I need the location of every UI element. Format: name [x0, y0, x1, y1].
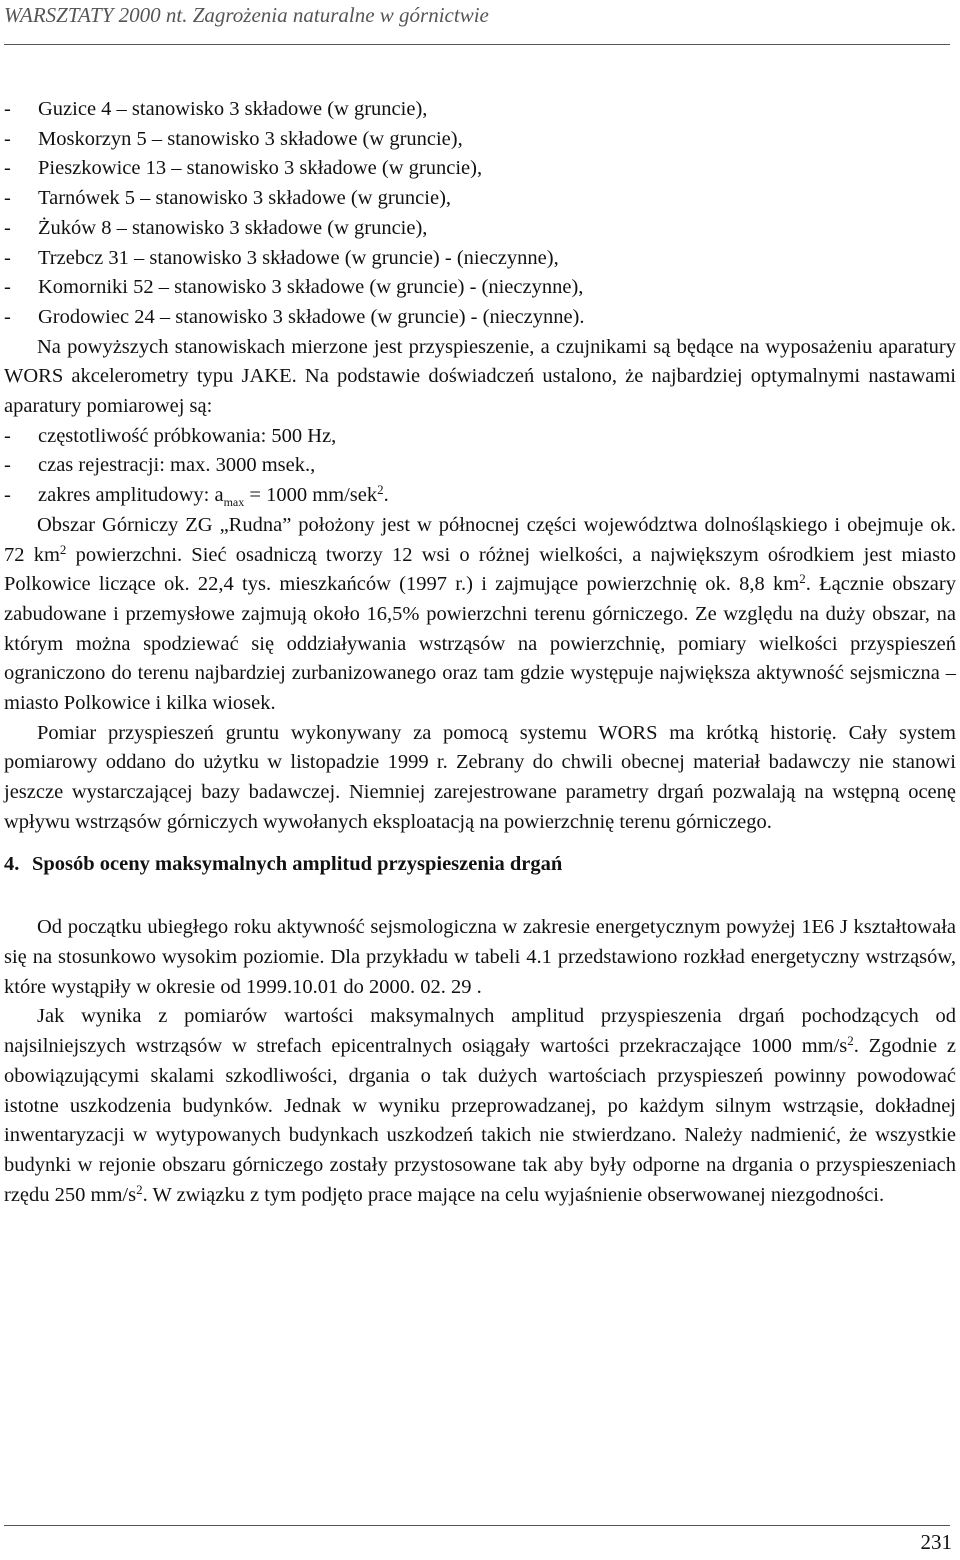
paragraph-sensors: Na powyższych stanowiskach mierzone jest przyspieszenie, a czujnikami są będące na wyposażeniu aparatury WORS akcelerometry typu JAKE. Na podstawie doświadczeń ustalono, że najbardziej optymalnymi nastawami aparatury pomiarowej są: — [4, 335, 956, 418]
list-item: - czas rejestracji: max. 3000 msek., — [4, 454, 316, 477]
list-item: - Guzice 4 – stanowisko 3 składowe (w gruncie), — [4, 98, 428, 120]
header-rule — [4, 44, 950, 45]
list-item: - Pieszkowice 13 – stanowisko 3 składowe (w gruncie), — [4, 157, 483, 180]
running-header: WARSZTATY 2000 nt. Zagrożenia naturalne w górnictwie — [4, 3, 489, 27]
list-item: - Moskorzyn 5 – stanowisko 3 składowe (w gruncie), — [4, 127, 463, 150]
list-item: - Komorniki 52 – stanowisko 3 składowe (w gruncie) - (nieczynne), — [4, 276, 584, 299]
list-item: - Tarnówek 5 – stanowisko 3 składowe (w gruncie), — [4, 187, 452, 210]
paragraph-seismic-activity: Od początku ubiegłego roku aktywność sejsmologiczna w zakresie energetycznym powyżej 1E6 J kształtowała się na stosunkowo wysokim poziomie. Dla przykładu w tabeli 4.1 przedstawiono rozkład energetyczny wstrząsów, które wystąpiły w okresie od 1999.10.01 do 2000. 02. 29 . — [4, 916, 956, 998]
paragraph-acceleration: Jak wynika z pomiarów wartości maksymalnych amplitud przyspieszenia drgań pochodzących od najsilniejszych wstrząsów w strefach epicentralnych osiągały wartości przekraczające 1000 $mm/s^2$. Zgodnie z obowiązującymi skalami szkodliwości, drgania o tak dużych wartościach przyspieszeń powinny powodować istotne uszkodzenia budynków. Jednak w wyniku przeprowadzanej, po każdym silnym wstrząsie, dokładnej inwentaryzacji w wytypowanych budynkach uszkodzeń takich nie stwierdzano. Należy nadmienić, że wszystkie budynki w rejonie obszaru górniczego zostały przystosowane tak aby były odporne na drgania o przyspieszeniach rzędu 250 $mm/s^2$. W związku z tym podjęto prace mające na celu wyjaśnienie obserwowanej niezgodności. — [4, 1005, 956, 1206]
list-item: - zakres amplitudowy: $a_{max} = 1000$ mm/sek$^2$. — [4, 482, 389, 510]
settings-list — [4, 422, 956, 511]
page-body — [4, 95, 956, 1210]
spacer — [4, 879, 956, 913]
list-item: - Grodowiec 24 – stanowisko 3 składowe (w gruncie) - (nieczynne). — [4, 305, 585, 328]
page-number: 231 — [920, 1530, 952, 1554]
station-list — [4, 95, 956, 333]
list-item: - Trzebcz 31 – stanowisko 3 składowe (w gruncie) - (nieczynne), — [4, 246, 559, 269]
section-heading: 4. Sposób oceny maksymalnych amplitud przyspieszenia drgań — [4, 852, 563, 875]
list-item: - Żuków 8 – stanowisko 3 składowe (w gruncie), — [4, 216, 428, 239]
footer-rule — [4, 1525, 950, 1526]
list-item: - częstotliwość próbkowania: 500 Hz, — [4, 424, 337, 447]
paragraph-wors-history: Pomiar przyspieszeń gruntu wykonywany za pomocą systemu WORS ma krótką historię. Cały system pomiarowy oddano do użytku w listopadzie 1999 r. Zebrany do chwili obecnej materiał badawczy nie stanowi jeszcze wystarczającej bazy badawczej. Niemniej zarejestrowane parametry drgań pozwalają na wstępną ocenę wpływu wstrząsów górniczych wywołanych eksploatacją na powierzchnię terenu górniczego. — [4, 721, 956, 833]
paragraph-mining-area: Obszar Górniczy ZG „Rudna” położony jest w północnej części województwa dolnośląskiego i obejmuje ok. 72 $km^2$ powierzchni. Sieć osadniczą tworzy 12 wsi o różnej wielkości, a największym ośrodkiem jest miasto Polkowice liczące ok. 22,4 tys. mieszkańców (1997 r.) i zajmujące powierzchnię ok. 8,8 $km^2$. Łącznie obszary zabudowane i przemysłowe zajmują około 16,5% powierzchni terenu górniczego. Ze względu na duży obszar, na którym można spodziewać się oddziaływania wstrząsów na powierzchnię, pomiary wielkości przyspieszeń ograniczono do terenu najbardziej zurbanizowanego oraz tam gdzie występuje największa aktywność sejsmiczna – miasto Polkowice i kilka wiosek. — [4, 513, 957, 715]
